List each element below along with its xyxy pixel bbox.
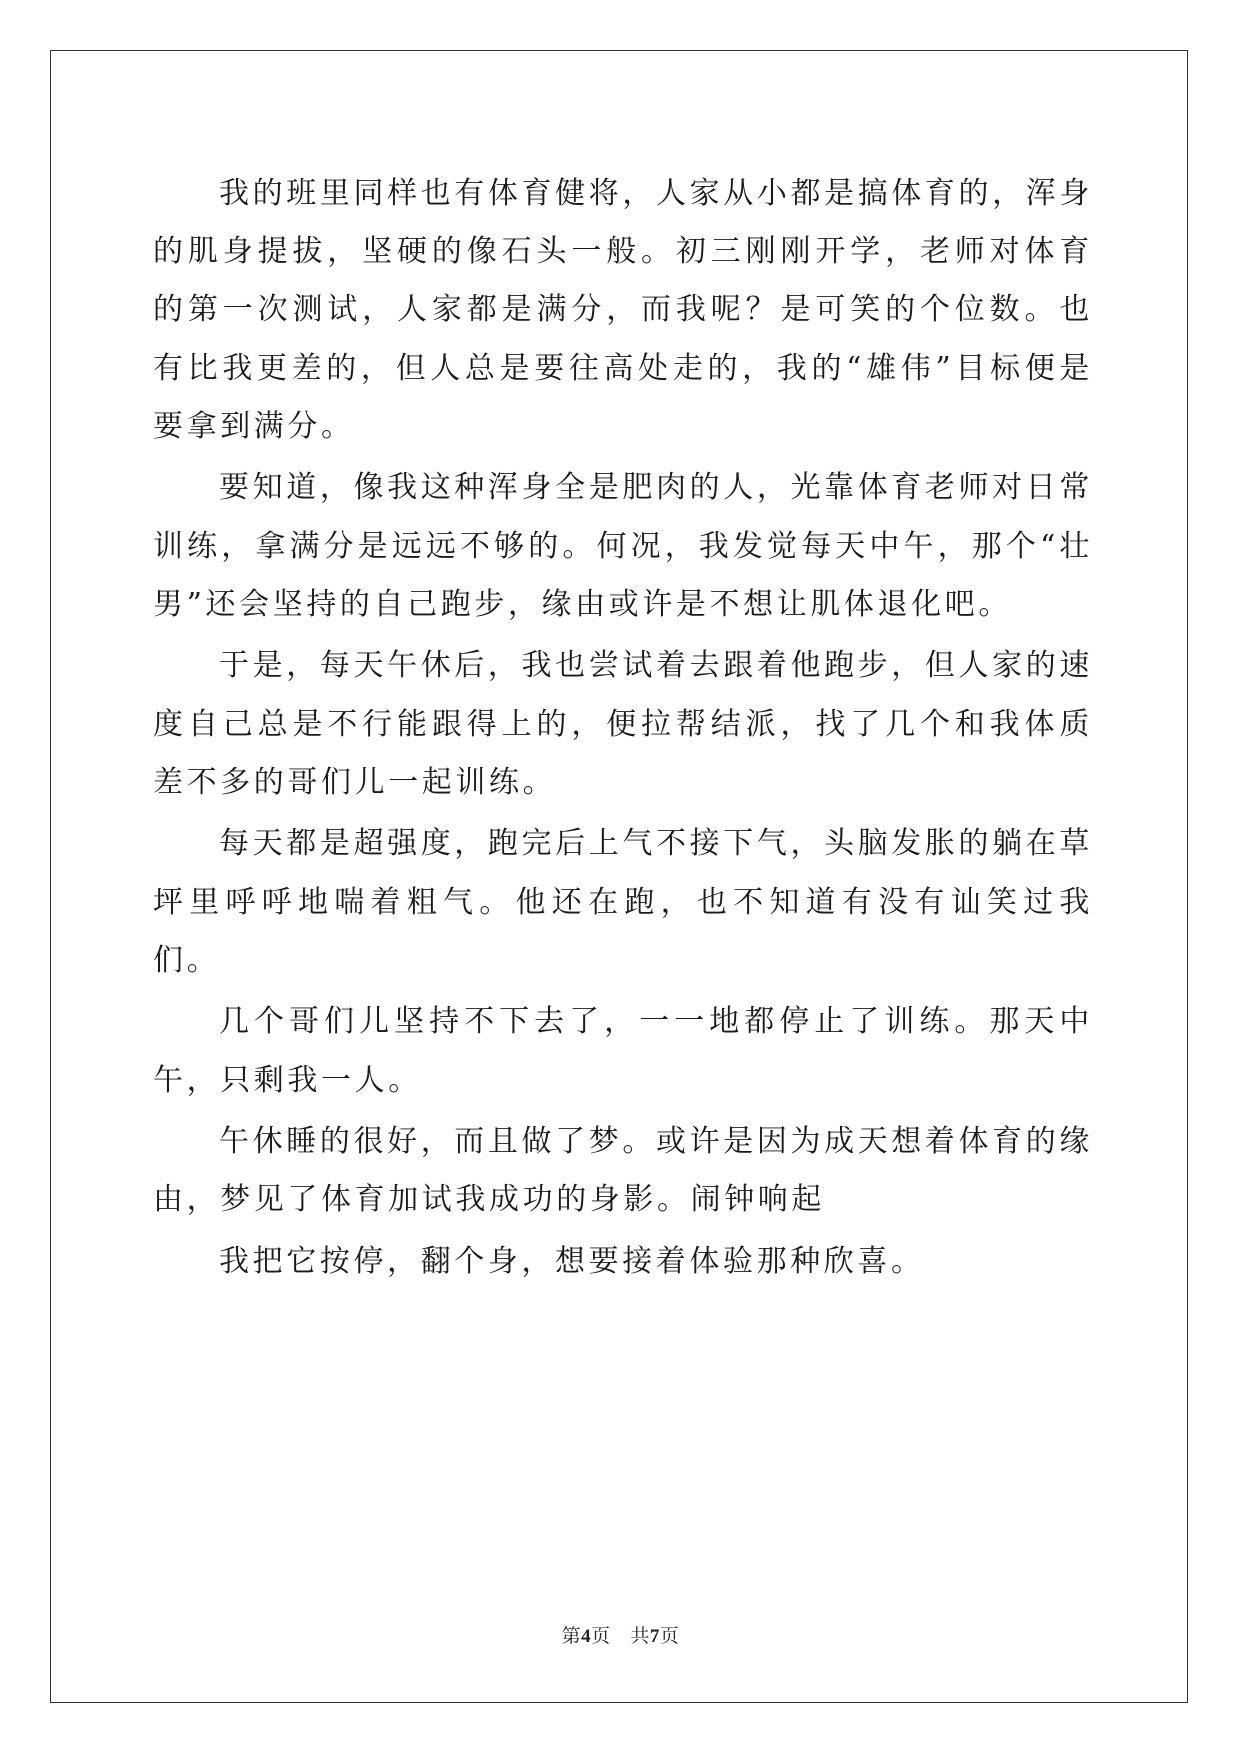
paragraph-5: 几个哥们儿坚持不下去了，一一地都停止了训练。那天中午，只剩我一人。 bbox=[153, 1004, 1093, 1098]
document-body bbox=[153, 165, 1093, 1295]
footer-page-suffix: 页 bbox=[591, 1625, 611, 1647]
paragraph-6: 午休睡的很好，而且做了梦。或许是因为成天想着体育的缘由，梦见了体育加试我成功的身影。闹钟响起 bbox=[153, 1124, 1093, 1218]
paragraph-4: 每天都是超强度，跑完后上气不接下气，头脑发胀的躺在草坪里呼呼地喘着粗气。他还在跑，也不知道有没有讪笑过我们。 bbox=[153, 826, 1093, 978]
paragraph-7: 我把它按停，翻个身，想要接着体验那种欣喜。 bbox=[219, 1244, 925, 1279]
total-page-count: 7 bbox=[649, 1626, 660, 1647]
paragraph-1: 我的班里同样也有体育健将，人家从小都是搞体育的，浑身的肌身提拔，坚硬的像石头一般。初三刚刚开学，老师对体育的第一次测试，人家都是满分，而我呢？是可笑的个位数。也有比我更差的，但人总是要往高处走的，我的“雄伟”目标便是要拿到满分。 bbox=[153, 176, 1093, 444]
page-footer bbox=[0, 1621, 1241, 1648]
paragraph-2: 要知道，像我这种浑身全是肥肉的人，光靠体育老师对日常训练，拿满分是远远不够的。何况，我发觉每天中午，那个“壮男”还会坚持的自己跑步，缘由或许是不想让肌体退化吧。 bbox=[153, 470, 1093, 622]
footer-total-prefix: 共 bbox=[630, 1625, 650, 1647]
footer-total-suffix: 页 bbox=[659, 1625, 680, 1647]
paragraph-3: 于是，每天午休后，我也尝试着去跟着他跑步，但人家的速度自己总是不行能跟得上的，便拉帮结派，找了几个和我体质差不多的哥们儿一起训练。 bbox=[153, 648, 1093, 800]
footer-prefix: 第 bbox=[561, 1625, 582, 1647]
current-page-number: 4 bbox=[581, 1626, 592, 1647]
